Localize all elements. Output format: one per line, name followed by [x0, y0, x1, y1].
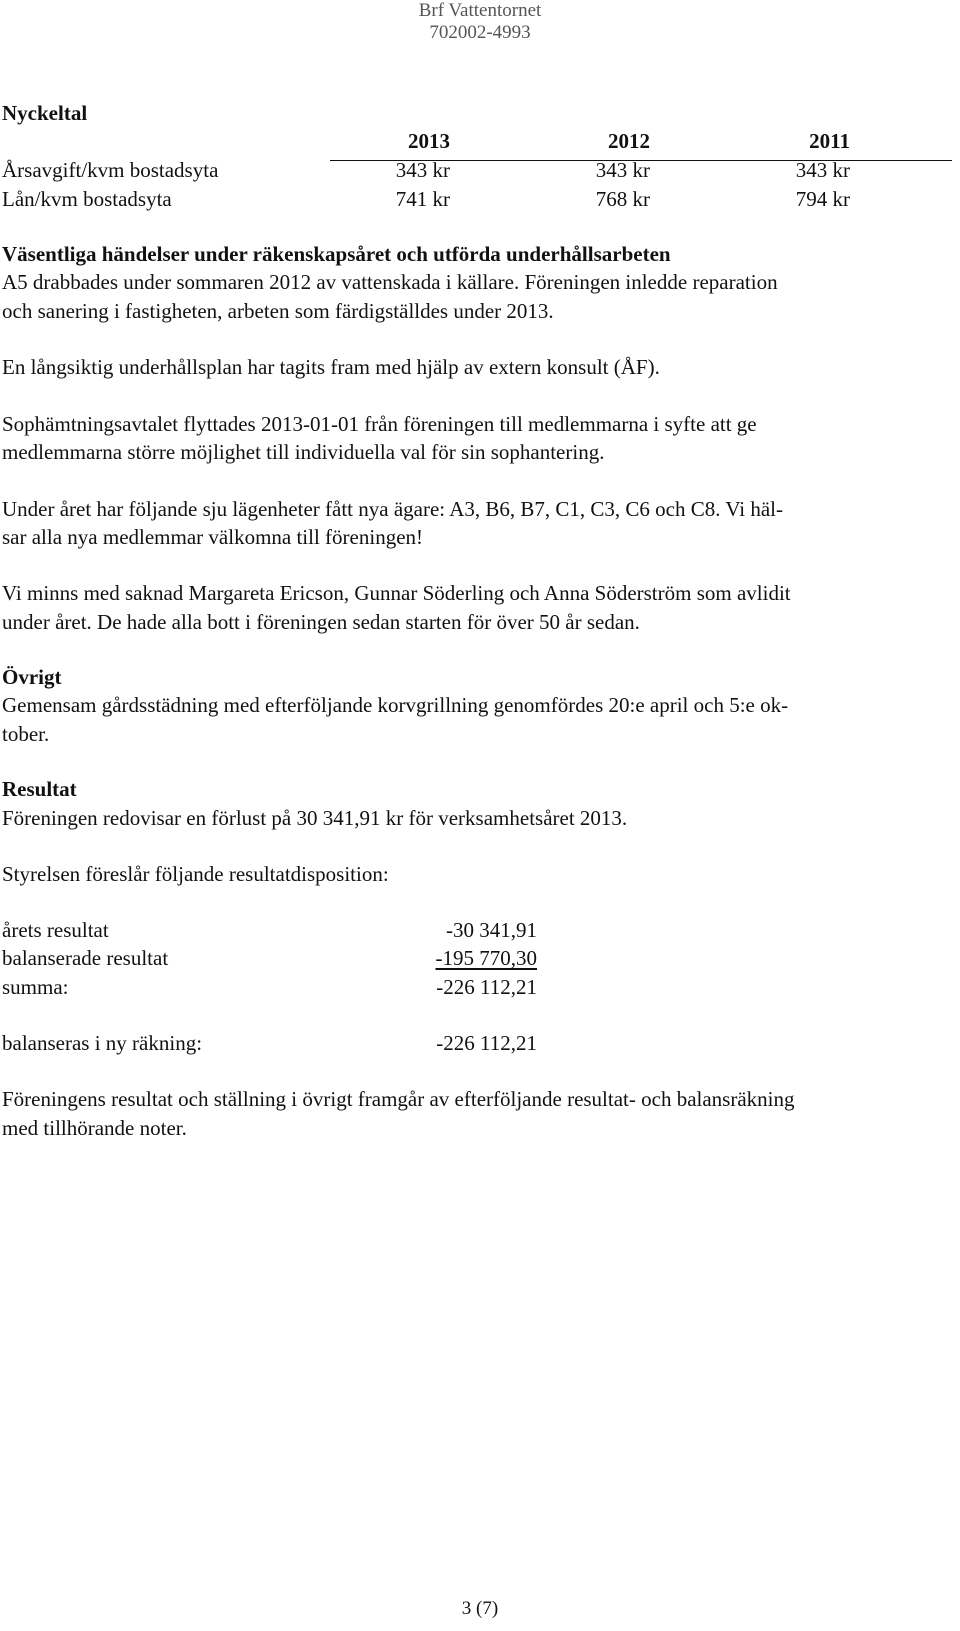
events-p3-line1: Sophämtningsavtalet flyttades 2013-01-01 från föreningen till medlemmarna i syfte att ge — [2, 412, 757, 436]
year-2011: 2011 — [809, 129, 850, 153]
events-heading: Väsentliga händelser under räkenskapsåret och utförda underhållsarbeten — [2, 242, 671, 266]
disp-value-ny-rakning: -226 112,21 — [436, 1031, 537, 1055]
resultat-p2: Styrelsen föreslår följande resultatdisposition: — [2, 862, 389, 886]
ovrigt-line1: Gemensam gårdsstädning med efterföljande korvgrillning genomfördes 20:e april och 5:e ok- — [2, 693, 789, 717]
page-number: 3 (7) — [461, 1598, 499, 1619]
disp-value-summa: -226 112,21 — [436, 975, 537, 999]
disp-label-balanserade: balanserade resultat — [2, 946, 169, 970]
year-2013: 2013 — [408, 129, 450, 153]
resultat-p1: Föreningen redovisar en förlust på 30 341,91 kr för verksamhetsåret 2013. — [2, 806, 628, 830]
events-p4-line1: Under året har följande sju lägenheter fått nya ägare: A3, B6, B7, C1, C3, C6 och C8. Vi häl- — [2, 497, 783, 521]
disp-label-arets-resultat: årets resultat — [2, 918, 109, 942]
disp-label-summa: summa: — [2, 975, 69, 999]
events-p5-line2: under året. De hade alla bott i föreningen sedan starten för över 50 år sedan. — [2, 610, 640, 634]
events-p3-line2: medlemmarna större möjlighet till individuella val för sin sophantering. — [2, 440, 605, 464]
events-p2: En långsiktig underhållsplan har tagits fram med hjälp av extern konsult (ÅF). — [2, 355, 660, 379]
value-arsavgift-2011: 343 kr — [795, 158, 850, 182]
value-arsavgift-2012: 343 kr — [595, 158, 650, 182]
events-p1-line1: A5 drabbades under sommaren 2012 av vattenskada i källare. Föreningen inledde reparation — [2, 270, 778, 294]
ovrigt-heading: Övrigt — [2, 665, 62, 689]
value-lan-2013: 741 kr — [395, 187, 450, 211]
disp-value-arets-resultat: -30 341,91 — [446, 918, 537, 942]
row-label-lan: Lån/kvm bostadsyta — [2, 187, 172, 211]
closing-line2: med tillhörande noter. — [2, 1116, 187, 1140]
disp-label-ny-rakning: balanseras i ny räkning: — [2, 1031, 203, 1055]
value-lan-2011: 794 kr — [795, 187, 850, 211]
year-2012: 2012 — [608, 129, 650, 153]
resultat-heading: Resultat — [2, 777, 77, 801]
closing-line1: Föreningens resultat och ställning i övrigt framgår av efterföljande resultat- och balansräkning — [2, 1087, 795, 1111]
events-p5-line1: Vi minns med saknad Margareta Ericson, Gunnar Söderling och Anna Söderström som avlidit — [2, 581, 791, 605]
header-org-name: Brf Vattentornet — [418, 0, 542, 21]
value-lan-2012: 768 kr — [595, 187, 650, 211]
nyckeltal-heading: Nyckeltal — [2, 101, 88, 125]
value-arsavgift-2013: 343 kr — [395, 158, 450, 182]
header-org-number: 702002-4993 — [429, 22, 531, 43]
disp-value-balanserade: -195 770,30 — [435, 946, 537, 970]
row-label-arsavgift: Årsavgift/kvm bostadsyta — [2, 158, 219, 182]
ovrigt-line2: tober. — [2, 722, 50, 746]
events-p1-line2: och sanering i fastigheten, arbeten som färdigställdes under 2013. — [2, 299, 554, 323]
events-p4-line2: sar alla nya medlemmar välkomna till föreningen! — [2, 525, 424, 549]
